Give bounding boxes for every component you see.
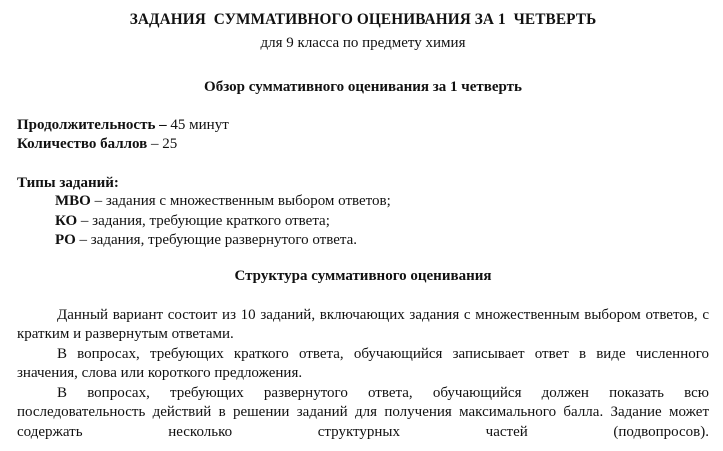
task-type-code: МВО (55, 193, 91, 209)
task-type-description: – задания, требующие развернутого ответа. (75, 232, 358, 248)
structure-heading: Структура суммативного оценивания (234, 268, 492, 284)
duration-value: 45 минут (166, 117, 229, 133)
duration-label: Продолжительность – (17, 117, 167, 133)
task-type-description: – задания, требующие краткого ответа; (77, 213, 330, 229)
task-type-item-ro (55, 232, 357, 249)
structure-paragraph: Данный вариант состоит из 10 заданий, включающих задания с множественным выбором ответов, с кратким и развернутым ответами. (17, 307, 709, 343)
duration-line (17, 117, 229, 134)
points-value: – 25 (147, 136, 178, 152)
structure-paragraph: В вопросах, требующих краткого ответа, обучающийся записывает ответ в виде численного значения, слова или короткого предложения. (17, 346, 709, 382)
task-types-label: Типы заданий: (17, 175, 119, 191)
document-title: ЗАДАНИЯ СУММАТИВНОГО ОЦЕНИВАНИЯ ЗА 1 ЧЕТВЕРТЬ (129, 11, 597, 28)
task-type-code: КО (55, 213, 78, 229)
task-type-item-ko (55, 213, 330, 230)
document-subtitle: для 9 класса по предмету химия (260, 35, 466, 51)
task-type-item-mvo (55, 193, 391, 210)
task-type-code: РО (55, 232, 76, 248)
overview-heading: Обзор суммативного оценивания за 1 четверть (204, 79, 522, 95)
points-line (17, 136, 177, 153)
points-label: Количество баллов (17, 136, 148, 152)
structure-paragraph: В вопросах, требующих развернутого ответа, обучающийся должен показать всю последовательность действий в решении заданий для получения максимального балла. Задание может содержать несколько структурных частей (подвопросов). (17, 385, 709, 440)
task-type-description: – задания с множественным выбором ответов; (90, 193, 391, 209)
